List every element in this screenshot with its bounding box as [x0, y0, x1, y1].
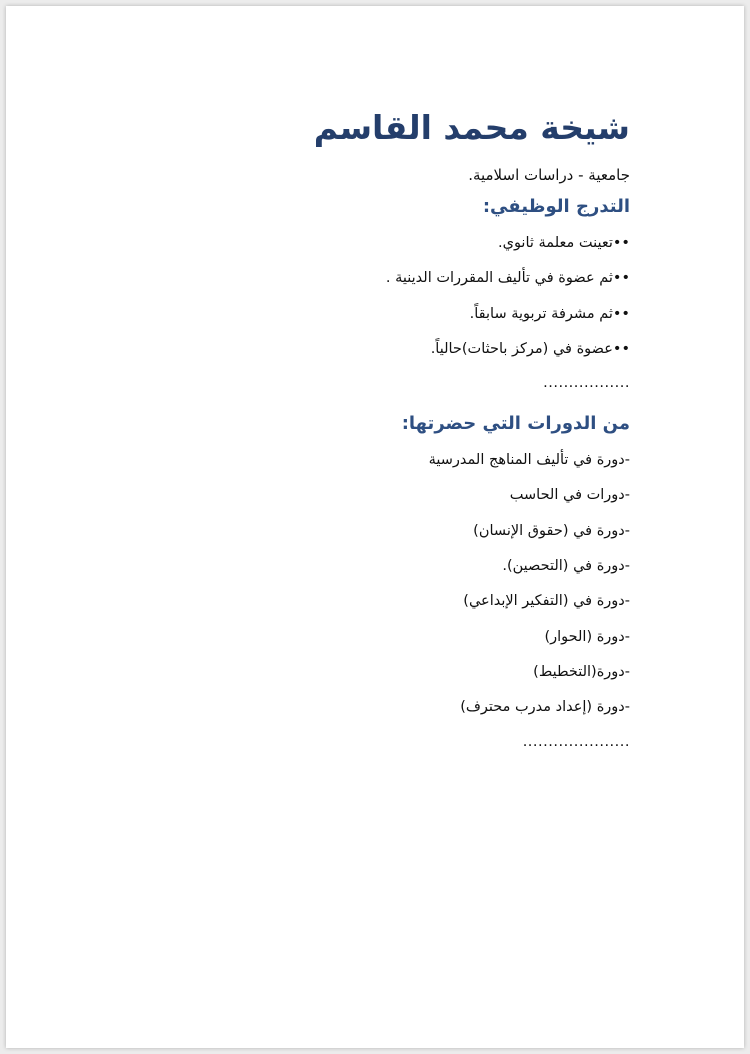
list-item: ••تعينت معلمة ثانوي.	[497, 235, 630, 251]
list-item: -دورة في (حقوق الإنسان)	[473, 522, 630, 539]
list-item: -دورات في الحاسب	[509, 487, 630, 504]
qualification-line: جامعية - دراسات اسلامية.	[468, 166, 630, 184]
courses-ellipsis: .....................	[522, 733, 630, 750]
list-item: -دورة في (التحصين).	[502, 558, 630, 575]
list-item: -دورة في تأليف المناهج المدرسية	[428, 452, 630, 469]
courses-heading: من الدورات التي حضرتها:	[401, 413, 630, 435]
list-item: ••ثم عضوة في تأليف المقررات الدينية .	[385, 270, 630, 287]
list-item: ••عضوة في (مركز باحثات)حالياً.	[430, 340, 630, 357]
list-item: -دورة (إعداد مدرب محترف)	[460, 699, 630, 716]
document-content	[70, 98, 630, 764]
list-item: -دورة في (التفكير الإبداعي)	[463, 593, 630, 610]
career-heading: التدرج الوظيفي:	[482, 196, 630, 217]
document-page	[6, 6, 744, 1048]
career-ellipsis: .................	[543, 375, 630, 392]
career-list	[70, 226, 630, 367]
list-item: -دورة (الحوار)	[544, 628, 630, 645]
list-item: -دورة(التخطيط)	[533, 663, 630, 680]
courses-list	[70, 443, 630, 725]
person-name-title: شيخة محمد القاسم	[313, 108, 630, 147]
list-item: ••ثم مشرفة تربوية سابقاً.	[469, 305, 630, 322]
